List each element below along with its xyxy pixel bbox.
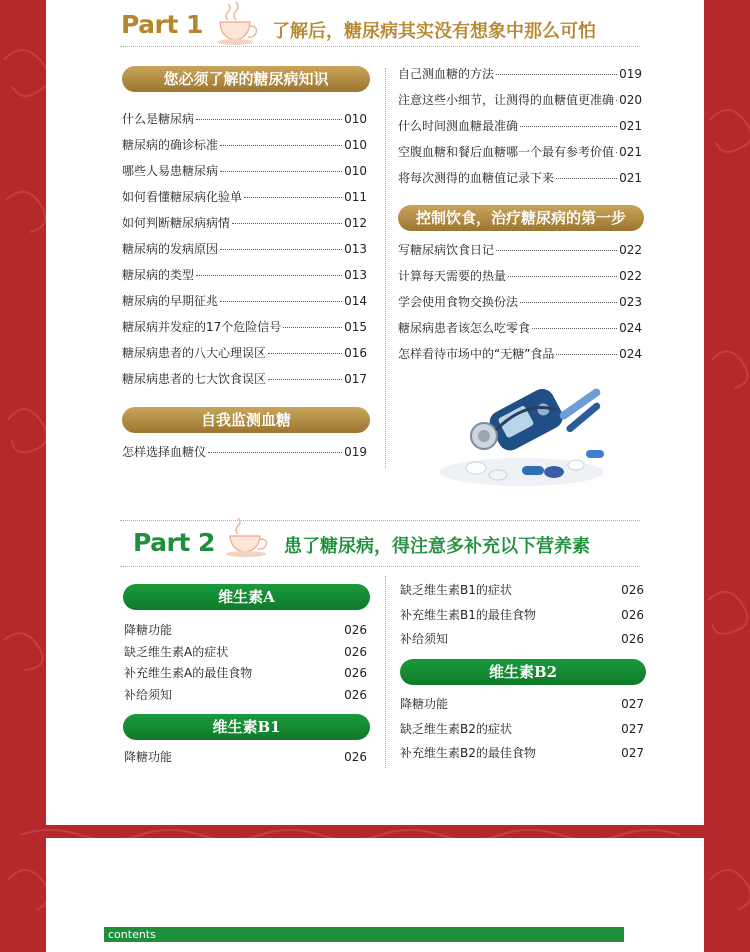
divider: [120, 566, 640, 567]
toc-entry[interactable]: 补充维生素B2的最佳食物 027: [400, 746, 644, 760]
toc-entry[interactable]: 将每次测得的血糖值记录下来 021: [398, 171, 642, 185]
part2-title: 患了糖尿病，得注意多补充以下营养素: [284, 536, 590, 557]
toc-list-self-monitoring: [122, 439, 367, 465]
toc-entry[interactable]: 糖尿病的发病原因 013: [122, 242, 367, 256]
toc-list-vitamin-b1-cont: [400, 578, 644, 652]
toc-list-diet-control: [398, 237, 642, 367]
divider: [120, 46, 640, 47]
blood-glucose-meter-icon: [436, 380, 608, 490]
toc-entry[interactable]: 补给须知 026: [400, 632, 644, 646]
part2-label: Part 2: [133, 528, 215, 557]
toc-entry[interactable]: 缺乏维生素B2的症状 027: [400, 721, 644, 736]
toc-entry[interactable]: 糖尿病的确诊标准 010: [122, 138, 367, 152]
section-heading-self-monitoring: 自我监测血糖: [122, 407, 370, 433]
section-heading-vitamin-a: 维生素A: [123, 584, 370, 610]
toc-list-self-monitoring-cont: [398, 61, 642, 191]
toc-entry[interactable]: 补充维生素B1的最佳食物 026: [400, 607, 644, 622]
toc-entry[interactable]: 糖尿病患者的七大饮食误区 017: [122, 372, 367, 386]
toc-entry[interactable]: 缺乏维生素A的症状 026: [124, 644, 367, 659]
toc-entry[interactable]: 糖尿病的类型 013: [122, 268, 367, 282]
toc-entry[interactable]: 如何判断糖尿病病情 012: [122, 216, 367, 230]
toc-list-vitamin-b2: [400, 692, 644, 766]
toc-entry[interactable]: 糖尿病患者的八大心理误区 016: [122, 346, 367, 360]
toc-entry[interactable]: 补充维生素A的最佳食物 026: [124, 666, 367, 680]
toc-entry[interactable]: 缺乏维生素B1的症状 026: [400, 583, 644, 597]
toc-entry[interactable]: 降糖功能 027: [400, 697, 644, 711]
divider: [120, 520, 640, 521]
section-heading-vitamin-b1: 维生素B1: [123, 714, 370, 740]
section-heading-vitamin-b2: 维生素B2: [400, 659, 646, 685]
toc-entry[interactable]: 怎样看待市场中的“无糖”食品 024: [398, 347, 642, 361]
toc-entry[interactable]: 降糖功能 026: [124, 623, 367, 637]
section-heading-diet-control: 控制饮食，治疗糖尿病的第一步: [398, 205, 644, 231]
toc-entry[interactable]: 写糖尿病饮食日记 022: [398, 243, 642, 257]
toc-entry[interactable]: 补给须知 026: [124, 687, 367, 702]
teacup-icon: [214, 0, 260, 48]
toc-entry[interactable]: 什么时间测血糖最准确 021: [398, 119, 642, 133]
toc-entry[interactable]: 降糖功能 026: [124, 750, 367, 764]
toc-entry[interactable]: 学会使用食物交换份法 023: [398, 295, 642, 309]
toc-entry[interactable]: 糖尿病的早期征兆 014: [122, 294, 367, 308]
toc-entry[interactable]: 怎样选择血糖仪 019: [122, 445, 367, 459]
toc-entry[interactable]: 糖尿病患者该怎么吃零食 024: [398, 321, 642, 335]
toc-list-diabetes-knowledge: [122, 106, 367, 392]
part1-title: 了解后，糖尿病其实没有想象中那么可怕: [272, 21, 596, 42]
toc-entry[interactable]: 什么是糖尿病 010: [122, 112, 367, 126]
toc-entry[interactable]: 计算每天需要的热量 022: [398, 269, 642, 283]
part1-label: Part 1: [121, 10, 203, 39]
column-divider: [385, 576, 386, 768]
toc-entry[interactable]: 注意这些小细节，让测得的血糖值更准确 020: [398, 93, 642, 107]
contents-footer-bar: contents: [104, 927, 624, 942]
teacup-icon: [222, 516, 272, 560]
toc-list-vitamin-a: [124, 620, 367, 706]
toc-entry[interactable]: 自己测血糖的方法 019: [398, 67, 642, 81]
toc-entry[interactable]: 糖尿病并发症的17个危险信号 015: [122, 320, 367, 334]
toc-entry[interactable]: 空腹血糖和餐后血糖哪一个最有参考价值 021: [398, 145, 642, 159]
section-heading-diabetes-knowledge: 您必须了解的糖尿病知识: [122, 66, 370, 92]
toc-entry[interactable]: 如何看懂糖尿病化验单 011: [122, 190, 367, 204]
column-divider: [385, 68, 386, 468]
toc-list-vitamin-b1: [124, 747, 367, 769]
toc-entry[interactable]: 哪些人易患糖尿病 010: [122, 164, 367, 178]
